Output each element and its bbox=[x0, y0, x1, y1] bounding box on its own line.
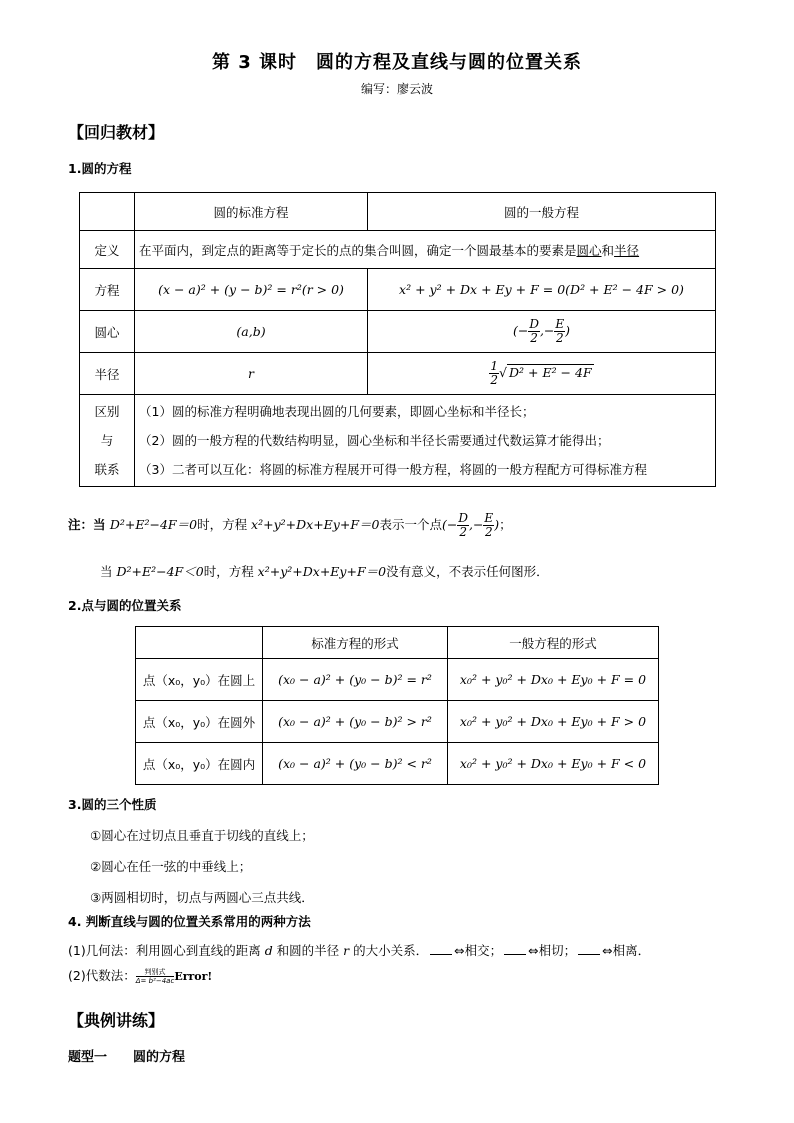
property-3: ③两圆相切时，切点与两圆心三点共线． bbox=[90, 890, 314, 905]
std-outside-circle: (x₀ − a)² + (y₀ − b)² > r² bbox=[263, 701, 448, 743]
std-on-circle: (x₀ − a)² + (y₀ − b)² = r² bbox=[263, 659, 448, 701]
property-2: ②圆心在任一弦的中垂线上； bbox=[90, 859, 252, 874]
gen-outside-circle: x₀² + y₀² + Dx₀ + Ey₀ + F > 0 bbox=[448, 701, 659, 743]
row-label-difference: 区别 与 联系 bbox=[80, 395, 135, 487]
header-general: 圆的一般方程 bbox=[368, 193, 716, 231]
section-heading-review: 【回归教材】 bbox=[68, 123, 165, 142]
header-general-form: 一般方程的形式 bbox=[448, 627, 659, 659]
row-label-radius: 半径 bbox=[80, 353, 135, 395]
header-standard: 圆的标准方程 bbox=[135, 193, 368, 231]
section-heading-examples: 【典例讲练】 bbox=[68, 1011, 165, 1030]
type-heading: 题型一 圆的方程 bbox=[68, 1050, 186, 1065]
page-title: 第 3 课时 圆的方程及直线与圆的位置关系 bbox=[211, 52, 583, 73]
row-label-on-circle: 点（x₀，y₀）在圆上 bbox=[136, 659, 263, 701]
method-algebraic: (2)代数法： 判别式 Δ= b²−4ac Error! bbox=[68, 968, 213, 985]
note-no-graph: 当 D²+E²−4F＜0时，方程 x²+y²+Dx+Ey+F＝0没有意义，不表示任何图形． bbox=[100, 564, 549, 579]
row-label-outside-circle: 点（x₀，y₀）在圆外 bbox=[136, 701, 263, 743]
method-geometric: (1)几何法：利用圆心到直线的距离 d 和圆的半径 r 的大小关系． ⇔相交； ⇔相切； ⇔相离． bbox=[68, 943, 651, 958]
standard-radius: r bbox=[135, 353, 368, 395]
author-line: 编写：廖云波 bbox=[360, 82, 433, 96]
subheading-methods: 4. 判断直线与圆的位置关系常用的两种方法 bbox=[68, 914, 311, 929]
definition-cell: 在平面内，到定点的距离等于定长的点的集合叫圆，确定一个圆最基本的要素是圆心和半径 bbox=[135, 231, 716, 269]
gen-on-circle: x₀² + y₀² + Dx₀ + Ey₀ + F = 0 bbox=[448, 659, 659, 701]
general-equation: x² + y² + Dx + Ey + F = 0(D² + E² − 4F > 0) bbox=[368, 269, 716, 311]
row-label-inside-circle: 点（x₀，y₀）在圆内 bbox=[136, 743, 263, 785]
row-label-center: 圆心 bbox=[80, 311, 135, 353]
gen-inside-circle: x₀² + y₀² + Dx₀ + Ey₀ + F < 0 bbox=[448, 743, 659, 785]
general-center: (− $\frac{D}{2}$ ,− $\frac{E}{2}$ ) bbox=[368, 311, 716, 353]
note-point-circle: 注：当 D²+E²−4F＝0时，方程 x²+y²+Dx+Ey+F＝0表示一个点(− $\frac{D}{2}$ ,− $\frac{E}{2}$ )； bbox=[68, 511, 512, 539]
general-radius: $\frac{1}{2}$ √ D² + E² − 4F bbox=[368, 353, 716, 395]
subheading-circle-equation: 1.圆的方程 bbox=[68, 161, 132, 176]
header-standard-form: 标准方程的形式 bbox=[263, 627, 448, 659]
subheading-properties: 3.圆的三个性质 bbox=[68, 797, 157, 812]
standard-center: (a,b) bbox=[135, 311, 368, 353]
std-inside-circle: (x₀ − a)² + (y₀ − b)² < r² bbox=[263, 743, 448, 785]
standard-equation: (x − a)² + (y − b)² = r²(r > 0) bbox=[135, 269, 368, 311]
subheading-point-circle: 2.点与圆的位置关系 bbox=[68, 598, 182, 613]
property-1: ①圆心在过切点且垂直于切线的直线上； bbox=[90, 828, 314, 843]
row-label-definition: 定义 bbox=[80, 231, 135, 269]
point-circle-table bbox=[135, 626, 659, 785]
circle-equation-table bbox=[79, 192, 716, 487]
row-label-equation: 方程 bbox=[80, 269, 135, 311]
difference-cell: （1）圆的标准方程明确地表现出圆的几何要素，即圆心坐标和半径长； （2）圆的一般方程的代数结构明显，圆心坐标和半径长需要通过代数运算才能得出； （3）二者可以互化：将圆的标准方程展开可得一般方程，将圆的一般方程配方可得标准方程 bbox=[135, 395, 716, 487]
